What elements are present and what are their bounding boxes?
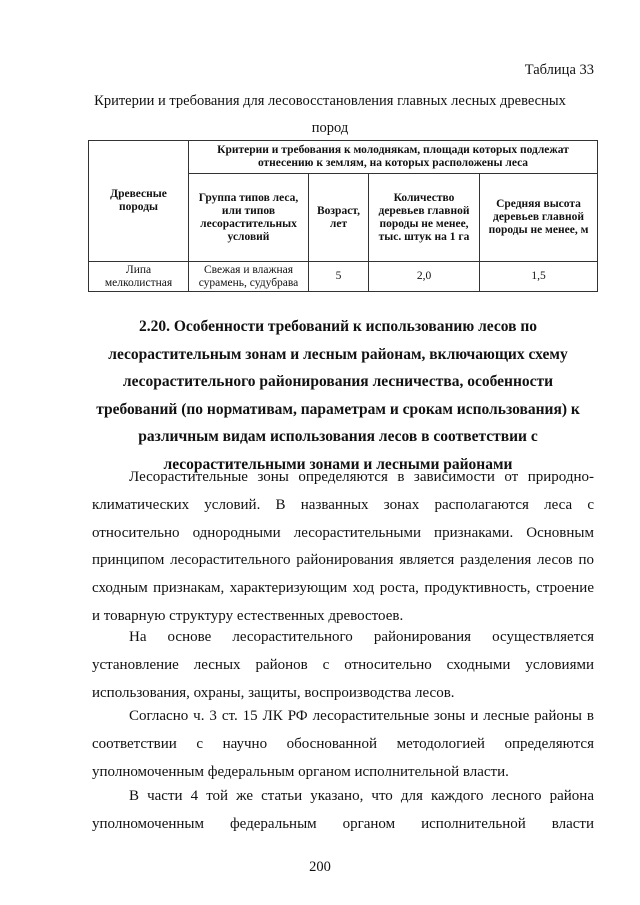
section-heading: 2.20. Особенности требований к использованию лесов по лесорастительным зонам и лесным районам, включающих схему лесорастительного районирования лесничества, особенности требований (по нормативам, параметрам и срокам использования) к различным видам использования лесов в соответствии с лесорастительными зонами и лесными районами xyxy=(96,318,580,473)
cell-species: Липа мелколистная xyxy=(89,262,189,292)
criteria-table xyxy=(88,140,598,292)
header-tree-count: Количество деревьев главной породы не менее, тыс. штук на 1 га xyxy=(369,174,480,262)
cell-age: 5 xyxy=(309,262,369,292)
header-forest-type: Группа типов леса, или типов лесорастительных условий xyxy=(189,174,309,262)
header-species: Древесные породы xyxy=(89,141,189,262)
header-age: Возраст, лет xyxy=(309,174,369,262)
page-number: 200 xyxy=(309,859,331,875)
header-criteria-group: Критерии и требования к молоднякам, площади которых подлежат отнесению к землям, на которых расположены леса xyxy=(189,141,598,174)
cell-tree-count: 2,0 xyxy=(369,262,480,292)
table-number: Таблица 33 xyxy=(524,62,594,78)
paragraph: На основе лесорастительного районирования осуществляется установление лесных районов с относительно сходными условиями использования, охраны, защиты, воспроизводства лесов. xyxy=(92,629,594,701)
paragraph: В части 4 той же статьи указано, что для каждого лесного района уполномоченным федеральным органом исполнительной власти xyxy=(92,788,594,832)
table-row xyxy=(89,262,598,292)
table-caption: Критерии и требования для лесовосстановления главных лесных древесных пород xyxy=(94,93,566,136)
paragraph: Лесорастительные зоны определяются в зависимости от природно-климатических условий. В названных зонах располагаются леса с относительно однородными лесорастительными признаками. Основным принципом лесорастительного районирования является разделения лесов по сходным признакам, характеризующим ход роста, продуктивность, строение и товарную структуру естественных древостоев. xyxy=(92,469,594,624)
header-avg-height: Средняя высота деревьев главной породы не менее, м xyxy=(480,174,598,262)
paragraph: Согласно ч. 3 ст. 15 ЛК РФ лесорастительные зоны и лесные районы в соответствии с научно обоснованной методологией определяются уполномоченным федеральным органом исполнительной власти. xyxy=(92,708,594,780)
cell-avg-height: 1,5 xyxy=(480,262,598,292)
cell-forest-type: Свежая и влажная сурамень, судубрава xyxy=(189,262,309,292)
